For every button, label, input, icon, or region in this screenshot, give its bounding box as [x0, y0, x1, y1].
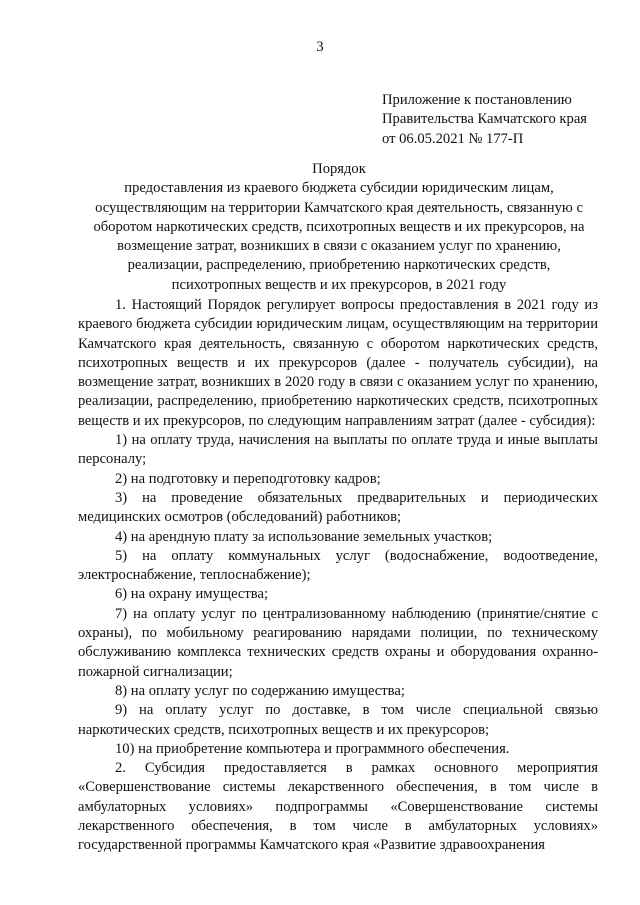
title-line: осуществляющим на территории Камчатского края деятельность, связанную с [95, 199, 583, 216]
paragraph-1: 1. Настоящий Порядок регулирует вопросы предоставления в 2021 году из краевого бюджета субсидии юридическим лицам, осуществляющим на территории Камчатского края деятельность, связанную с оборотом наркотических средств, психотропных веществ и их прекурсоров (далее - получатель субсидии), на возмещение затрат, возникших в 2020 году в связи с оказанием услуг по хранению, реализации, распределению, приобретению наркотических средств, психотропных веществ и их прекурсоров, по следующим направлениям затрат (далее - субсидия): [78, 297, 598, 429]
list-item: 9) на оплату услуг по доставке, в том числе специальной связью наркотических средств, психотропных веществ и их прекурсоров; [78, 702, 598, 738]
appendix-line: от 06.05.2021 № 177-П [382, 130, 524, 147]
title-line: реализации, распределению, приобретению наркотических средств, [127, 257, 551, 274]
list-item: 6) на охрану имущества; [115, 586, 269, 603]
appendix-line: Правительства Камчатского края [382, 111, 588, 128]
document-title [78, 160, 600, 295]
title-line: возмещение затрат, возникших в связи с оказанием услуг по хранению, [117, 238, 561, 255]
list-item: 7) на оплату услуг по централизованному наблюдению (принятие/снятие с охраны), по мобильному реагированию нарядами полиции, по техническому обслуживанию комплекса технических средств охраны и оборудования охранно-пожарной сигнализации; [78, 605, 598, 680]
title-line: предоставления из краевого бюджета субсидии юридическим лицам, [124, 180, 554, 197]
list-item: 5) на оплату коммунальных услуг (водоснабжение, водоотведение, электроснабжение, теплоснабжение); [78, 547, 598, 584]
title-heading: Порядок [312, 161, 366, 177]
list-item: 2) на подготовку и переподготовку кадров; [115, 470, 381, 487]
appendix-line: Приложение к постановлению [382, 92, 572, 108]
title-line: психотропных веществ и их прекурсоров, в 2021 году [171, 276, 507, 293]
document-body [78, 296, 598, 856]
title-line: оборотом наркотических средств, психотропных веществ и их прекурсоров, на [93, 218, 585, 235]
list-item: 1) на оплату труда, начисления на выплаты по оплате труда и иные выплаты персоналу; [78, 432, 598, 468]
list-item: 3) на проведение обязательных предварительных и периодических медицинских осмотров (обследований) работников; [78, 489, 598, 526]
appendix-header [382, 91, 622, 149]
page-number: 3 [316, 39, 324, 55]
list-item: 10) на приобретение компьютера и программного обеспечения. [115, 740, 510, 757]
list-item: 4) на арендную плату за использование земельных участков; [115, 528, 493, 545]
list-item: 8) на оплату услуг по содержанию имущества; [115, 682, 405, 699]
paragraph-2: 2. Субсидия предоставляется в рамках основного мероприятия «Совершенствование системы лекарственного обеспечения, в том числе в амбулаторных условиях» подпрограммы «Совершенствование системы лекарственного обеспечения, в том числе в амбулаторных условиях» государственной программы Камчатского края «Развитие здравоохранения [78, 760, 598, 854]
